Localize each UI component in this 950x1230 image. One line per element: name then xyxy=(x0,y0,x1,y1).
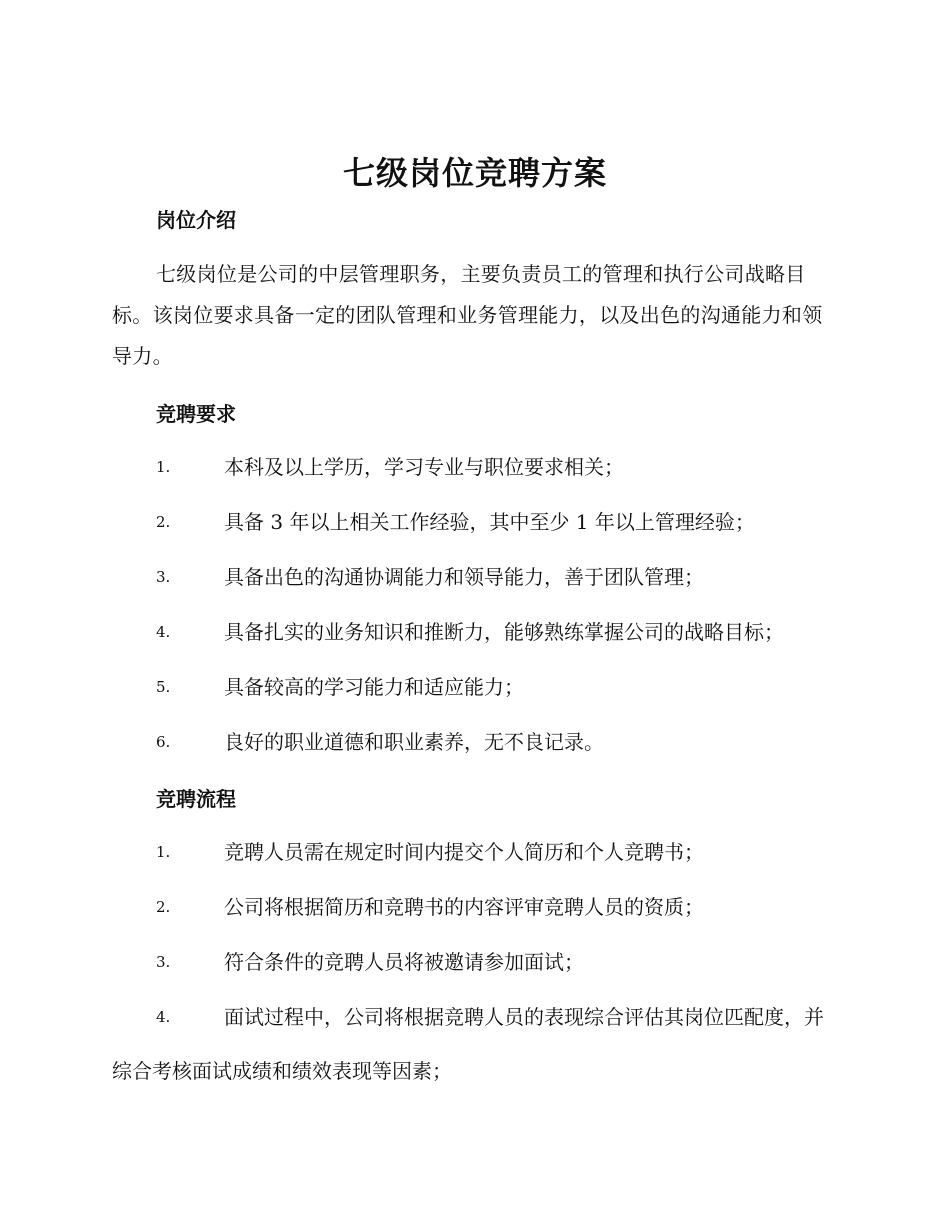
list-item-text: 竞聘人员需在规定时间内提交个人简历和个人竞聘书； xyxy=(224,840,704,864)
list-item-text: 面试过程中，公司将根据竞聘人员的表现综合评估其岗位匹配度，并综合考核面试成绩和绩效表现等因素； xyxy=(112,1005,824,1083)
list-item-text: 良好的职业道德和职业素养，无不良记录。 xyxy=(224,730,604,754)
section-heading-process: 竞聘流程 xyxy=(156,787,236,811)
list-item-text: 本科及以上学历，学习专业与职位要求相关； xyxy=(224,455,624,479)
list-item xyxy=(112,887,836,928)
list-item xyxy=(112,942,836,983)
list-item-text: 具备 3 年以上相关工作经验，其中至少 1 年以上管理经验； xyxy=(224,510,755,534)
list-item-number: 4. xyxy=(156,1008,171,1026)
list-item xyxy=(112,447,836,488)
list-item-number: 3. xyxy=(156,568,171,586)
list-item-text: 具备较高的学习能力和适应能力； xyxy=(224,675,524,699)
list-item-text: 具备扎实的业务知识和推断力，能够熟练掌握公司的战略目标； xyxy=(224,620,784,644)
list-item xyxy=(112,557,836,598)
list-item-number: 4. xyxy=(156,623,171,641)
list-item-text: 具备出色的沟通协调能力和领导能力，善于团队管理； xyxy=(224,565,704,589)
list-item xyxy=(112,502,836,543)
list-item-number: 2. xyxy=(156,513,171,531)
list-item-number: 2. xyxy=(156,898,171,916)
list-item-number: 1. xyxy=(156,458,171,476)
list-item xyxy=(112,722,836,763)
intro-paragraph: 七级岗位是公司的中层管理职务，主要负责员工的管理和执行公司战略目标。该岗位要求具备一定的团队管理和业务管理能力，以及出色的沟通能力和领导力。 xyxy=(112,262,823,368)
list-item-text: 公司将根据简历和竞聘书的内容评审竞聘人员的资质； xyxy=(224,895,704,919)
list-item xyxy=(112,667,836,708)
list-item-text: 符合条件的竞聘人员将被邀请参加面试； xyxy=(224,950,584,974)
section-heading-requirements: 竞聘要求 xyxy=(156,402,236,426)
list-item-number: 3. xyxy=(156,953,171,971)
list-item xyxy=(112,612,836,653)
list-item-number: 1. xyxy=(156,843,171,861)
list-item xyxy=(112,990,836,1098)
document-title: 七级岗位竞聘方案 xyxy=(342,154,607,192)
list-item-number: 6. xyxy=(156,733,171,751)
list-item-number: 5. xyxy=(156,678,171,696)
list-item xyxy=(112,832,836,873)
section-heading-intro: 岗位介绍 xyxy=(156,208,236,232)
